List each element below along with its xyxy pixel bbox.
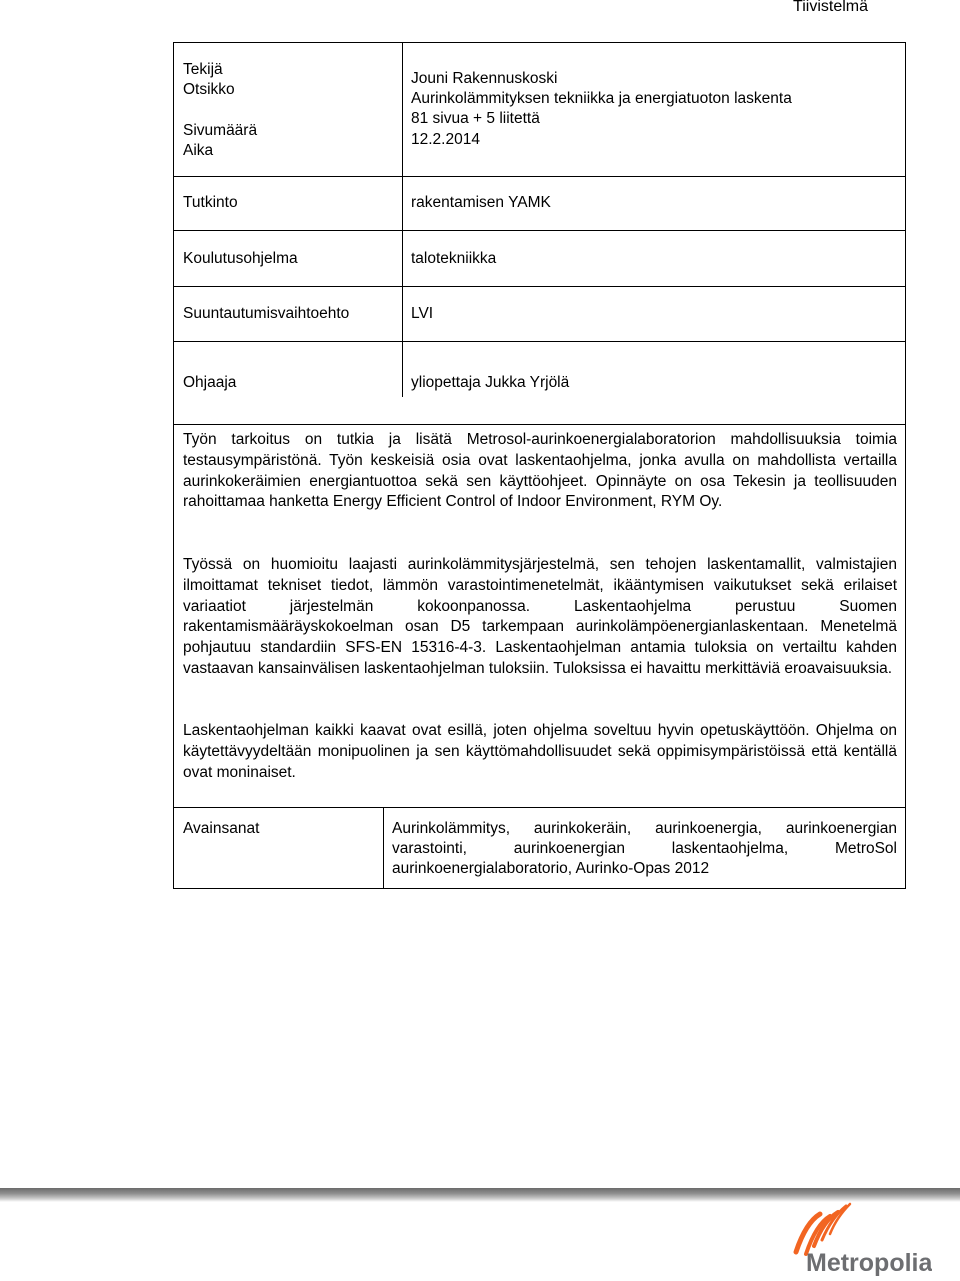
row-divider bbox=[174, 807, 905, 808]
author-label: Tekijä bbox=[183, 61, 223, 78]
row-divider bbox=[174, 176, 905, 177]
row-divider bbox=[174, 341, 905, 342]
author-value: Jouni Rakennuskoski bbox=[411, 70, 558, 87]
abstract-paragraph: Työn tarkoitus on tutkia ja lisätä Metrosol-aurinkoenergialaboratorion mahdollisuuksia toimia testausympäristönä. Työn keskeisiä osia ovat laskentaohjelma, jonka avulla on mahdollista vertailla aurinkokeräimien energiantuottoa sekä sen käyttöohjeet. Opinnäyte on osa Tekesin ja teollisuuden rahoittamaa hanketta Energy Efficient Control of Indoor Environment, RYM Oy. bbox=[183, 431, 897, 511]
row-divider bbox=[174, 424, 905, 425]
title-label: Otsikko bbox=[183, 81, 235, 98]
keywords-value: Aurinkolämmitys, aurinkokeräin, aurinkoenergia, aurinkoenergian varastointi, aurinkoenergian laskentaohjelma, MetroSol aurinkoenergialaboratorio, Aurinko-Opas 2012 bbox=[392, 820, 897, 877]
metropolia-logo bbox=[792, 1200, 932, 1281]
metropolia-logo-icon bbox=[792, 1200, 932, 1276]
pages-label: Sivumäärä bbox=[183, 122, 258, 139]
abstract-table bbox=[173, 42, 906, 889]
pages-value: 81 sivua + 5 liitettä bbox=[411, 110, 540, 127]
supervisor-value: yliopettaja Jukka Yrjölä bbox=[411, 374, 570, 391]
specialisation-value: LVI bbox=[411, 305, 434, 322]
date-value: 12.2.2014 bbox=[411, 131, 480, 148]
degree-label: Tutkinto bbox=[183, 194, 238, 211]
row-divider bbox=[174, 230, 905, 231]
title-value: Aurinkolämmityksen tekniikka ja energiatuoton laskenta bbox=[411, 90, 792, 107]
programme-label: Koulutusohjelma bbox=[183, 250, 298, 267]
programme-value: talotekniikka bbox=[411, 250, 497, 267]
header-label: Tiivistelmä bbox=[793, 0, 868, 15]
column-divider bbox=[402, 43, 403, 397]
row-divider bbox=[174, 286, 905, 287]
date-label: Aika bbox=[183, 142, 214, 159]
specialisation-label: Suuntautumisvaihtoehto bbox=[183, 305, 350, 322]
column-divider bbox=[383, 807, 384, 889]
keywords-label: Avainsanat bbox=[183, 820, 260, 837]
supervisor-label: Ohjaaja bbox=[183, 374, 237, 391]
logo-wordmark: Metropolia bbox=[806, 1249, 932, 1276]
abstract-paragraph: Työssä on huomioitu laajasti aurinkolämmitysjärjestelmä, sen tehojen laskentamallit, valmistajien ilmoittamat tekniset tiedot, lämmön varastointimenetelmät, ikääntymisen vaikutukset sekä erilaiset variaatiot järjestelmän kokoonpanossa. Laskentaohjelma perustuu Suomen rakentamismääräyskokoelman osan D5 tarkempaan aurinkolämpöenergianlaskentaan. Menetelmä pohjautuu standardiin SFS-EN 15316-4-3. Laskentaohjelman antamia tuloksia on vertailtu kahden vastaavan kansainvälisen laskentaohjelman tuloksiin. Tuloksissa ei havaittu merkittäviä eroavaisuuksia. bbox=[183, 556, 897, 677]
abstract-paragraph: Laskentaohjelman kaikki kaavat ovat esillä, joten ohjelma soveltuu hyvin opetuskäyttöön. Ohjelma on käytettävyydeltään monipuolinen ja sen käyttömahdollisuudet sekä oppimisympäristöissä että kentällä ovat moninaiset. bbox=[183, 722, 897, 781]
degree-value: rakentamisen YAMK bbox=[411, 194, 551, 211]
